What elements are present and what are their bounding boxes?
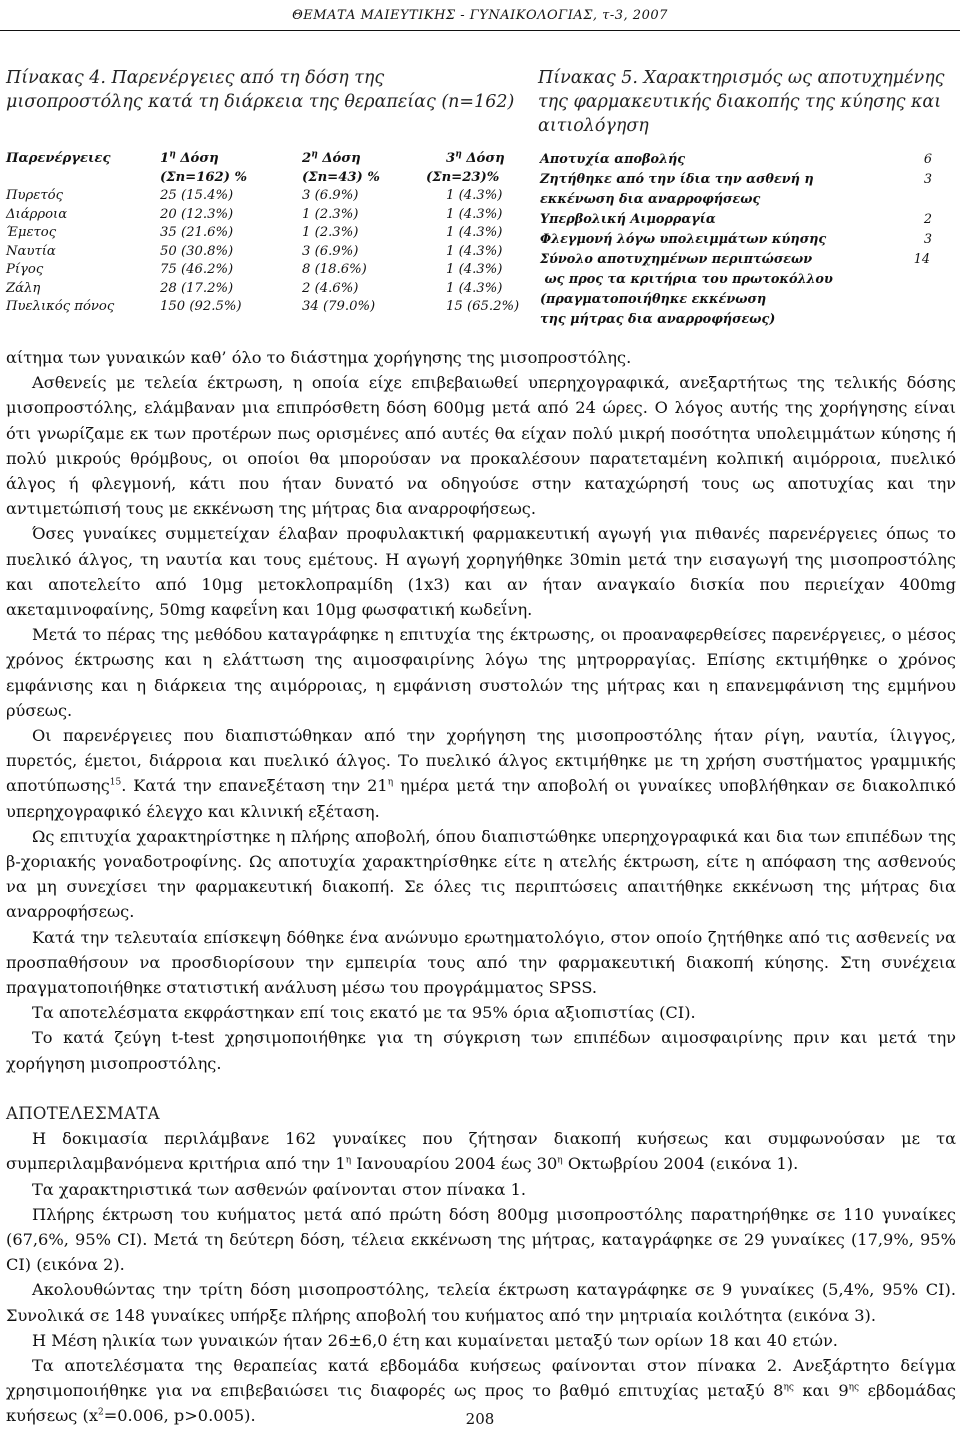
text-run: Οκτωβρίου 2004 (εικόνα 1).	[562, 1154, 799, 1174]
dose-label: Δόση	[180, 151, 219, 166]
paragraph: Η Μέση ηλικία των γυναικών ήταν 26±6,0 έτη και κυμαίνεται μεταξύ των ορίων 18 και 40 ετών.	[32, 1330, 838, 1350]
text-run: Οι παρενέργειες που διαπιστώθηκαν από την χορήγηση της μισοπροστόλης ήταν ρίγη, ναυτία, ίλιγγος, πυρετός, έμετοι, διάρροια και πυελικό άλγος. Το πυελικό άλγος εκτιμήθηκε με τη χρήση συστήματος γραμμικής αποτύπωσης	[6, 726, 956, 796]
table5-count: 3	[923, 232, 932, 247]
table5-label: Φλεγμονή λόγω υπολειμμάτων κύησης	[540, 232, 827, 247]
table4-caption: Πίνακας 4. Παρενέργειες από τη δόση της μισοπροστόλης κατά τη διάρκεια της θεραπείας (n=162)	[6, 68, 515, 112]
dose-label: Δόση	[322, 151, 361, 166]
ordinal-sup: ης	[783, 1382, 794, 1393]
table4-body	[6, 187, 526, 317]
dose-label: Δόση	[466, 151, 505, 166]
paragraph: Ως επιτυχία χαρακτηρίστηκε η πλήρης αποβολή, όπου διαπιστώθηκε υπερηχογραφικά και δια των επιπέδων της β-χοριακής γοναδοτροφίνης. Ως αποτυχία χαρακτηρίσθηκε είτε η ατελής έκτρωση, είτε η απόφαση της ασθενούς να μη συνεχίσει την φαρμακευτική διακοπή. Σε όλες τις περιπτώσεις απαιτήθηκε εκκένωση της μήτρας δια αναρροφήσεως.	[6, 826, 956, 922]
table5-count: 2	[923, 212, 932, 227]
journal-title: ΘΕΜΑΤΑ ΜΑΙΕΥΤΙΚΗΣ - ΓΥΝΑΙΚΟΛΟΓΙΑΣ, τ-3, 2007	[292, 8, 668, 23]
table5-row	[540, 290, 950, 310]
table4-cell: 15 (65.2%)	[446, 299, 520, 314]
table4-cell: 3 (6.9%)	[302, 188, 359, 203]
text-run: Ιανουαρίου 2004 έως 30	[351, 1154, 558, 1174]
table4-cell: 50 (30.8%)	[160, 243, 234, 259]
paragraph: Ασθενείς με τελεία έκτρωση, η οποία είχε επιβεβαιωθεί υπερηχογραφικά, ανεξαρτήτως της τελικής δόσης μισοπροστόλης, ελάμβαναν μια επιπρόσθετη δόση 600μg μετά από 24 ώρες. Ο λόγος αυτής της χορήγησης είναι ότι γνωρίζαμε εκ των προτέρων πως ορισμένες από αυτές θα είχαν πολύ μικρή ποσότητα υπολειμμάτων κύησης ή πολύ μικρούς θρόμβους, οι οποίοι θα μπορούσαν να προκαλέσουν παρατεταμένη κολπική αιμόρροια, πυελικό άλγος ή φλεγμονή, κάτι που ήταν δυνατό να οδηγούσε στην καταχώρησή τους ως αποτυχίας και την αντιμετώπισή τους με εκκένωση της μήτρας δια αναρροφήσεως.	[6, 373, 956, 519]
table4-cell: Έμετος	[6, 225, 57, 240]
dose-number: 1	[160, 151, 170, 166]
paragraph: Όσες γυναίκες συμμετείχαν έλαβαν προφυλακτική φαρμακευτική αγωγή για πιθανές παρενέργειες όπως το πυελικό άλγος, τη ναυτία και τους εμέτους. Η αγωγή χορηγήθηκε 30min μετά την εισαγωγή της μισοπροστόλης και αποτελείτο από 10μg μετοκλοπραμίδη (1x3) και αν ήταν αναγκαίο δισκία που περιείχαν 400mg ακεταμινοφαίνης, 50mg καφεΐνη και 10μg φωσφατική κωδεΐνη.	[6, 524, 956, 620]
table5-label: Ζητήθηκε από την ίδια την ασθενή η	[540, 172, 814, 187]
table4-cell: 34 (79.0%)	[302, 299, 376, 314]
text-run: . Κατά την επανεξέταση την 21	[121, 776, 388, 796]
table5-row	[540, 170, 950, 190]
table4-row	[6, 261, 526, 280]
table4-row	[6, 187, 526, 206]
table5-count: 3	[923, 172, 932, 187]
paragraph: Πλήρης έκτρωση του κυήματος μετά από πρώτη δόση 800μg μισοπροστόλης παρατηρήθηκε σε 110 γυναίκες (67,6%, 95% CI). Μετά τη δεύτερη δόση, τέλεια εκκένωση της μήτρας, καταγράφηκε σε 29 γυναίκες (17,9%, 95% CI) (εικόνα 2).	[6, 1204, 956, 1275]
text-run: Η δοκιμασία περιλάμβανε 162 γυναίκες που ζήτησαν διακοπή κυήσεως και συμφωνούσαν με τα συμπεριλαμβανόμενα κριτήρια από την 1	[6, 1129, 956, 1174]
table4-cell: 35 (21.6%)	[160, 225, 234, 240]
table5-row	[540, 210, 950, 230]
table5-count: 14	[913, 252, 930, 267]
text-run: και 9	[793, 1381, 849, 1401]
table4-cell: Πυρετός	[6, 188, 63, 203]
table4-cell: 25 (15.4%)	[160, 188, 234, 203]
table4-row	[6, 243, 526, 262]
ordinal-sup: η	[387, 778, 394, 789]
paragraph: Μετά το πέρας της μεθόδου καταγράφηκε η επιτυχία της έκτρωσης, οι προαναφερθείσες παρενέργειες, ο μέσος χρόνος έκτρωσης και η ελάττωση της αιμοσφαιρίνης λόγω της μητρορραγίας. Επίσης εκτιμήθηκε ο χρόνος εμφάνισης και η διάρκεια της αιμόρροιας, η εμφάνιση συστολών της μήτρας και η επανεμφάνιση της εμμήνου ρύσεως.	[6, 625, 956, 720]
table4-cell: 1 (4.3%)	[446, 280, 503, 296]
paragraph: Κατά την τελευταία επίσκεψη δόθηκε ένα ανώνυμο ερωτηματολόγιο, στον οποίο ζητήθηκε από τις ασθενείς να προσπαθήσουν να προσδιορίσουν την εμπειρία τους από την φαρμακευτική διακοπή κύησης. Στη συνέχεια πραγματοποιήθηκε στατιστική ανάλυση μέσω του προγράμματος SPSS.	[6, 927, 956, 998]
table4-cell: 1 (4.3%)	[446, 206, 503, 222]
ordinal-sup: η	[311, 149, 318, 160]
table5	[540, 150, 950, 330]
text-run: εβδομάδας κυήσεως (x	[6, 1381, 957, 1426]
table4-cell: Ρίγος	[6, 262, 44, 277]
table5-label: Αποτυχία αποβολής	[540, 152, 686, 167]
table4-cell: Ζάλη	[6, 280, 41, 296]
paragraph	[6, 723, 956, 824]
table5-label: (πραγματοποιήθηκε εκκένωση	[540, 292, 767, 307]
text-run: Τα αποτελέσματα της θεραπείας κατά εβδομάδα κυήσεως φαίνονται στον πίνακα 2. Ανεξάρτητο δείγμα χρησιμοποιήθηκε για να επιβεβαιώσει τις διαφορές ως προς το βαθμό επιτυχίας μεταξύ 8	[6, 1355, 956, 1401]
running-header	[0, 8, 960, 23]
table4-cell: Διάρροια	[6, 206, 68, 222]
section-heading: ΑΠΟΤΕΛΕΣΜΑΤΑ	[6, 1103, 160, 1123]
exponent-sup: 2	[97, 1407, 104, 1418]
table4-cell: 1 (4.3%)	[446, 188, 503, 203]
table4-subheader-cell: (Σn=23)%	[426, 169, 500, 185]
table4-cell: 2 (4.6%)	[302, 280, 359, 296]
table5-row	[540, 150, 950, 170]
table4-header-cell	[302, 150, 361, 169]
table4-cell: 20 (12.3%)	[160, 206, 234, 222]
table4-cell: 28 (17.2%)	[160, 280, 234, 296]
table5-row	[540, 250, 950, 270]
table4-cell: Ναυτία	[6, 243, 56, 259]
text-run: ημέρα μετά την αποβολή οι γυναίκες υποβλήθηκαν σε διακολπικό υπερηχογραφικό έλεγχο και κλινική εξέταση.	[6, 776, 956, 821]
ordinal-sup: η	[345, 1155, 352, 1166]
ordinal-sup: ης	[848, 1382, 860, 1393]
citation-sup: 15	[109, 778, 122, 789]
table4-header-row	[6, 150, 526, 169]
table5-label: Σύνολο αποτυχημένων περιπτώσεων	[540, 252, 813, 267]
ordinal-sup: η	[169, 149, 176, 160]
table4-row	[6, 280, 526, 299]
dose-number: 2	[302, 151, 312, 166]
table5-label: της μήτρας δια αναρροφήσεως)	[540, 312, 776, 327]
paragraph: Ακολουθώντας την τρίτη δόση μισοπροστόλης, τελεία έκτρωση καταγράφηκε σε 9 γυναίκες (5,4%, 95% CI). Συνολικά σε 148 γυναίκες υπήρξε πλήρης αποβολή του κυήματος από την μητριαία κοιλότητα (εικόνα 3).	[6, 1280, 956, 1325]
article-body	[6, 345, 956, 1429]
table5-label: Υπερβολική Αιμορραγία	[540, 212, 716, 227]
table4-header-cell	[446, 150, 505, 169]
table4-subheader-cell: (Σn=162) %	[160, 169, 248, 185]
table4-cell: 1 (2.3%)	[302, 206, 359, 222]
table5-caption: Πίνακας 5. Χαρακτηρισμός ως αποτυχημένης της φαρμακευτικής διακοπής της κύησης και αιτιολόγηση	[538, 68, 945, 136]
table5-count: 6	[923, 152, 932, 167]
table5-row	[540, 190, 950, 210]
table4-cell: 1 (4.3%)	[446, 262, 503, 277]
table4-cell: 75 (46.2%)	[160, 262, 234, 277]
table4-cell: 3 (6.9%)	[302, 243, 359, 259]
table4-header-cell	[160, 150, 219, 169]
table5-row	[540, 230, 950, 250]
paragraph: Τα χαρακτηριστικά των ασθενών φαίνονται στον πίνακα 1.	[32, 1179, 527, 1199]
page-number: 208	[465, 1410, 495, 1428]
table5-label: ως προς τα κριτήρια του πρωτοκόλλου	[540, 272, 833, 287]
paragraph: Τα αποτελέσματα εκφράστηκαν επί τοις εκατό με τα 95% όρια αξιοπιστίας (CI).	[32, 1003, 696, 1023]
table5-row	[540, 270, 950, 290]
table4-cell: Πυελικός πόνος	[6, 299, 115, 314]
table4-cell: 1 (4.3%)	[446, 225, 503, 240]
table4-cell: 1 (4.3%)	[446, 243, 503, 259]
table4	[6, 150, 526, 317]
paragraph: Το κατά ζεύγη t-test χρησιμοποιήθηκε για τη σύγκριση των επιπέδων αιμοσφαιρίνης πριν και μετά την χορήγηση μισοπροστόλης.	[6, 1028, 956, 1073]
table4-subheader-cell: (Σn=43) %	[302, 169, 380, 185]
table4-header-cell: Παρενέργειες	[6, 151, 111, 166]
table4-cell: 8 (18.6%)	[302, 262, 367, 277]
paragraph: αίτημα των γυναικών καθ’ όλο το διάστημα χορήγησης της μισοπροστόλης.	[6, 348, 632, 367]
table4-row	[6, 224, 526, 243]
paragraph	[6, 1126, 956, 1176]
ordinal-sup: η	[557, 1155, 563, 1166]
table4-subheader-row	[6, 169, 526, 188]
ordinal-sup: η	[455, 149, 462, 160]
table5-row	[540, 310, 950, 330]
table4-row	[6, 298, 526, 317]
table4-row	[6, 206, 526, 225]
table4-cell: 150 (92.5%)	[160, 299, 242, 314]
text-run: =0.006, p>0.005).	[103, 1406, 256, 1426]
table5-label: εκκένωση δια αναρροφήσεως	[540, 192, 761, 207]
header-rule	[0, 30, 960, 31]
dose-number: 3	[446, 151, 456, 166]
table4-cell: 1 (2.3%)	[302, 225, 359, 240]
